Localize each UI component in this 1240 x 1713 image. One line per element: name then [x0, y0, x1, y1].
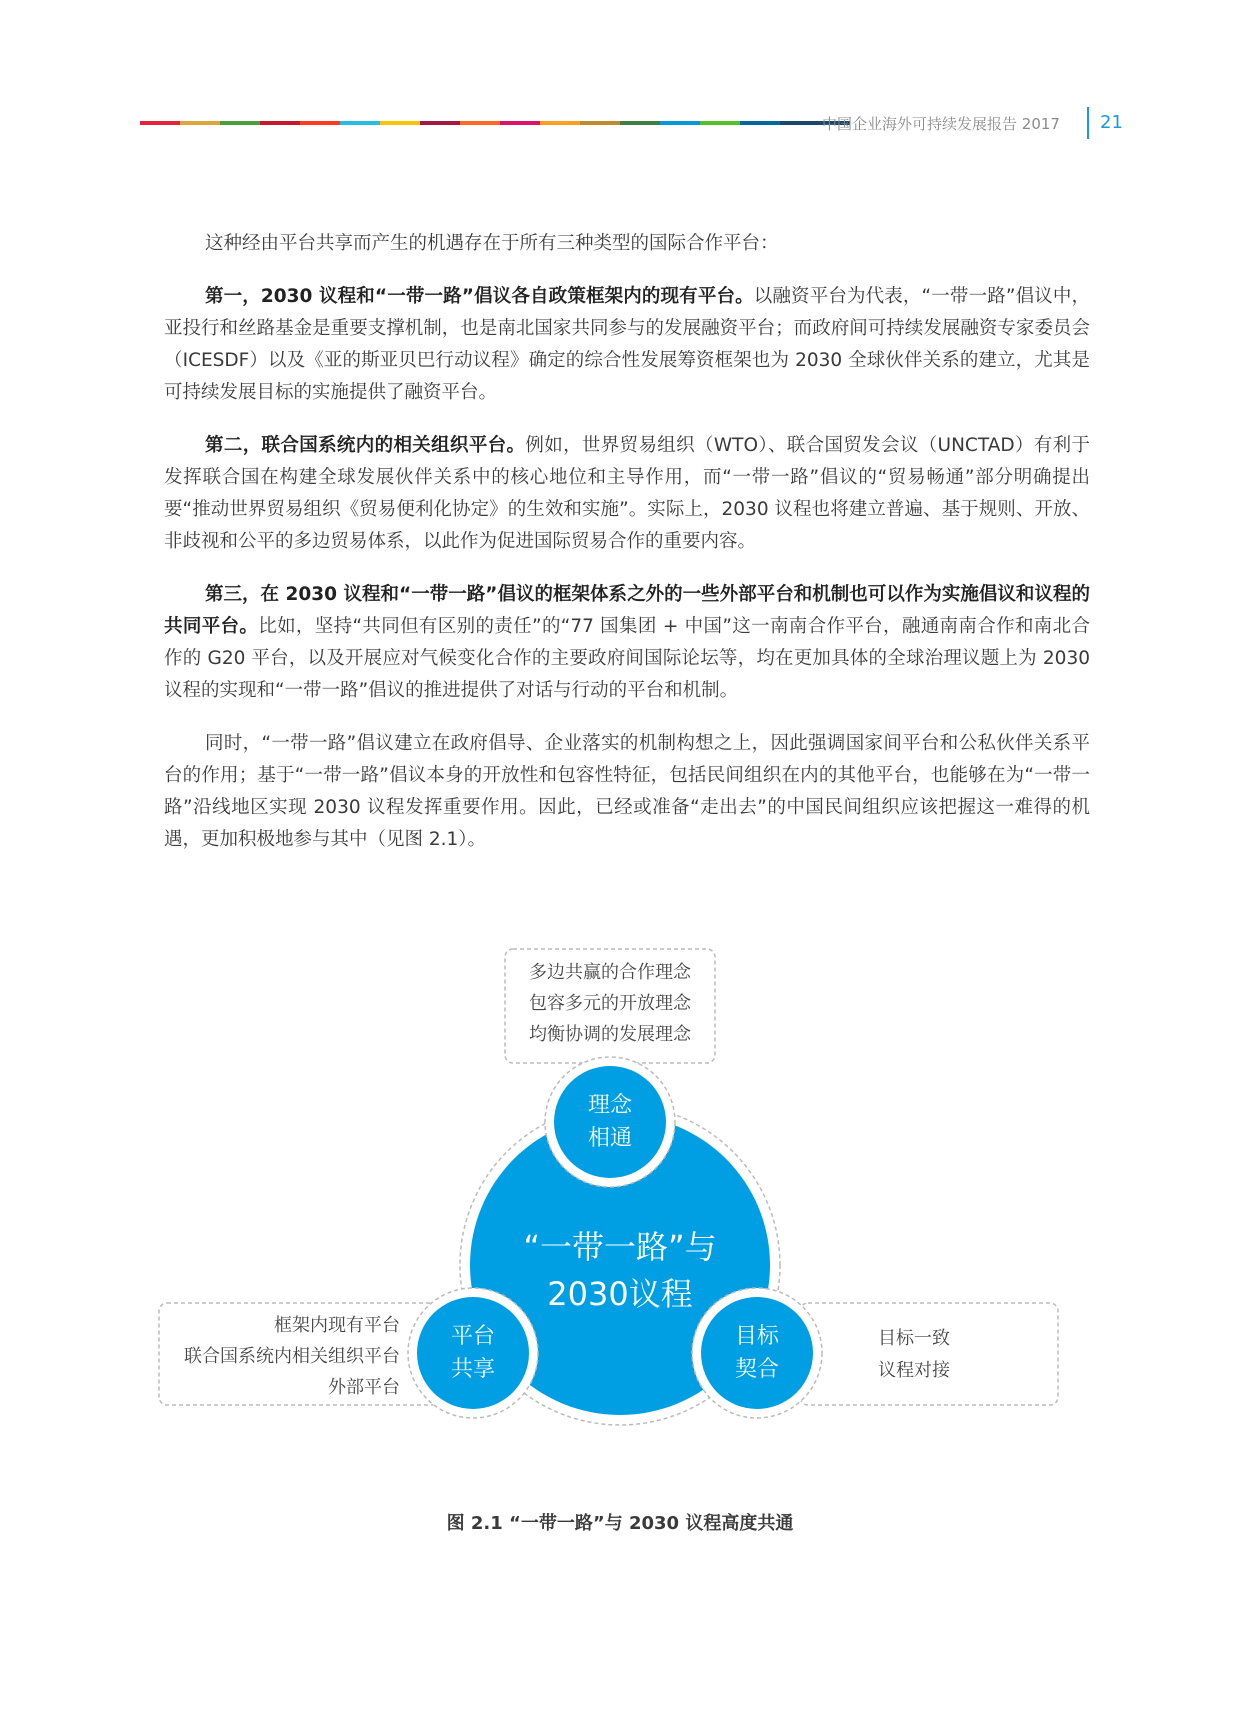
intro-paragraph: 这种经由平台共享而产生的机遇存在于所有三种类型的国际合作平台：	[205, 233, 779, 254]
paragraph-2-body: 例如，世界贸易组织（WTO）、联合国贸发会议（UNCTAD）有利于发挥联合国在构建全球发展伙伴关系中的核心地位和主导作用，而“一带一路”倡议的“贸易畅通”部分明确提出要“推动世界贸易组织《贸易便利化协定》的生效和实施”。实际上，2030 议程也将建立普遍、基于规则、开放、非歧视和公平的多边贸易体系，以此作为促进国际贸易合作的重要内容。	[164, 435, 1090, 552]
paragraph-2-lead: 第二，联合国系统内的相关组织平台。	[205, 435, 526, 456]
paragraph-4: 同时，“一带一路”倡议建立在政府倡导、企业落实的机制构想之上，因此强调国家间平台和公私伙伴关系平台的作用；基于“一带一路”倡议本身的开放性和包容性特征，包括民间组织在内的其他平台，也能够在为“一带一路”沿线地区实现 2030 议程发挥重要作用。因此，已经或准备“走出去”的中国民间组织应该把握这一难得的机遇，更加积极地参与其中（见图 2.1）。	[164, 733, 1090, 850]
left-item-2: 联合国系统内相关组织平台	[184, 1346, 400, 1367]
right-node-label-1: 目标	[734, 1324, 780, 1349]
right-node-label-2: 契合	[734, 1357, 780, 1382]
paragraph-3-body: 比如，坚持“共同但有区别的责任”的“77 国集团 + 中国”这一南南合作平台，融通南南合作和南北合作的 G20 平台，以及开展应对气候变化合作的主要政府间国际论坛等，均在更加具体的全球治理议题上为 2030 议程的实现和“一带一路”倡议的推进提供了对话与行动的平台和机制。	[164, 616, 1090, 701]
center-label-line1: “一带一路”与	[523, 1228, 717, 1266]
top-node-label-2: 相通	[587, 1126, 633, 1151]
top-item-1: 多边共赢的合作理念	[529, 962, 691, 983]
paragraph-3-lead: 第三，在 2030 议程和“一带一路”倡议的框架体系之外的一些外部平台和机制也可以作为实施倡议和议程的共同平台。	[164, 584, 1090, 637]
top-node	[554, 1066, 666, 1178]
top-item-3: 均衡协调的发展理念	[529, 1024, 691, 1045]
top-item-2: 包容多元的开放理念	[529, 993, 691, 1014]
left-item-3: 外部平台	[328, 1377, 400, 1398]
left-node-label-1: 平台	[450, 1324, 496, 1349]
page-number: 21	[1100, 112, 1123, 133]
right-items-box	[800, 1303, 1058, 1405]
top-node-label-1: 理念	[587, 1093, 633, 1118]
paragraph-1-lead: 第一，2030 议程和“一带一路”倡议各自政策框架内的现有平台。	[205, 286, 754, 307]
right-node	[701, 1297, 813, 1409]
paragraph-1-body: 以融资平台为代表，“一带一路”倡议中，亚投行和丝路基金是重要支撑机制，也是南北国家共同参与的发展融资平台；而政府间可持续发展融资专家委员会（ICESDF）以及《亚的斯亚贝巴行动议程》确定的综合性发展筹资框架也为 2030 全球伙伴关系的建立，尤其是可持续发展目标的实施提供了融资平台。	[164, 286, 1091, 403]
left-item-1: 框架内现有平台	[274, 1315, 400, 1336]
right-item-1: 目标一致	[878, 1328, 950, 1349]
figure-caption: 图 2.1 “一带一路”与 2030 议程高度共通	[446, 1513, 794, 1534]
right-item-2: 议程对接	[878, 1360, 950, 1381]
left-node-label-2: 共享	[450, 1357, 496, 1382]
center-label-line2: 2030议程	[547, 1275, 693, 1313]
report-title: 中国企业海外可持续发展报告 2017	[822, 115, 1060, 133]
left-node	[417, 1297, 529, 1409]
